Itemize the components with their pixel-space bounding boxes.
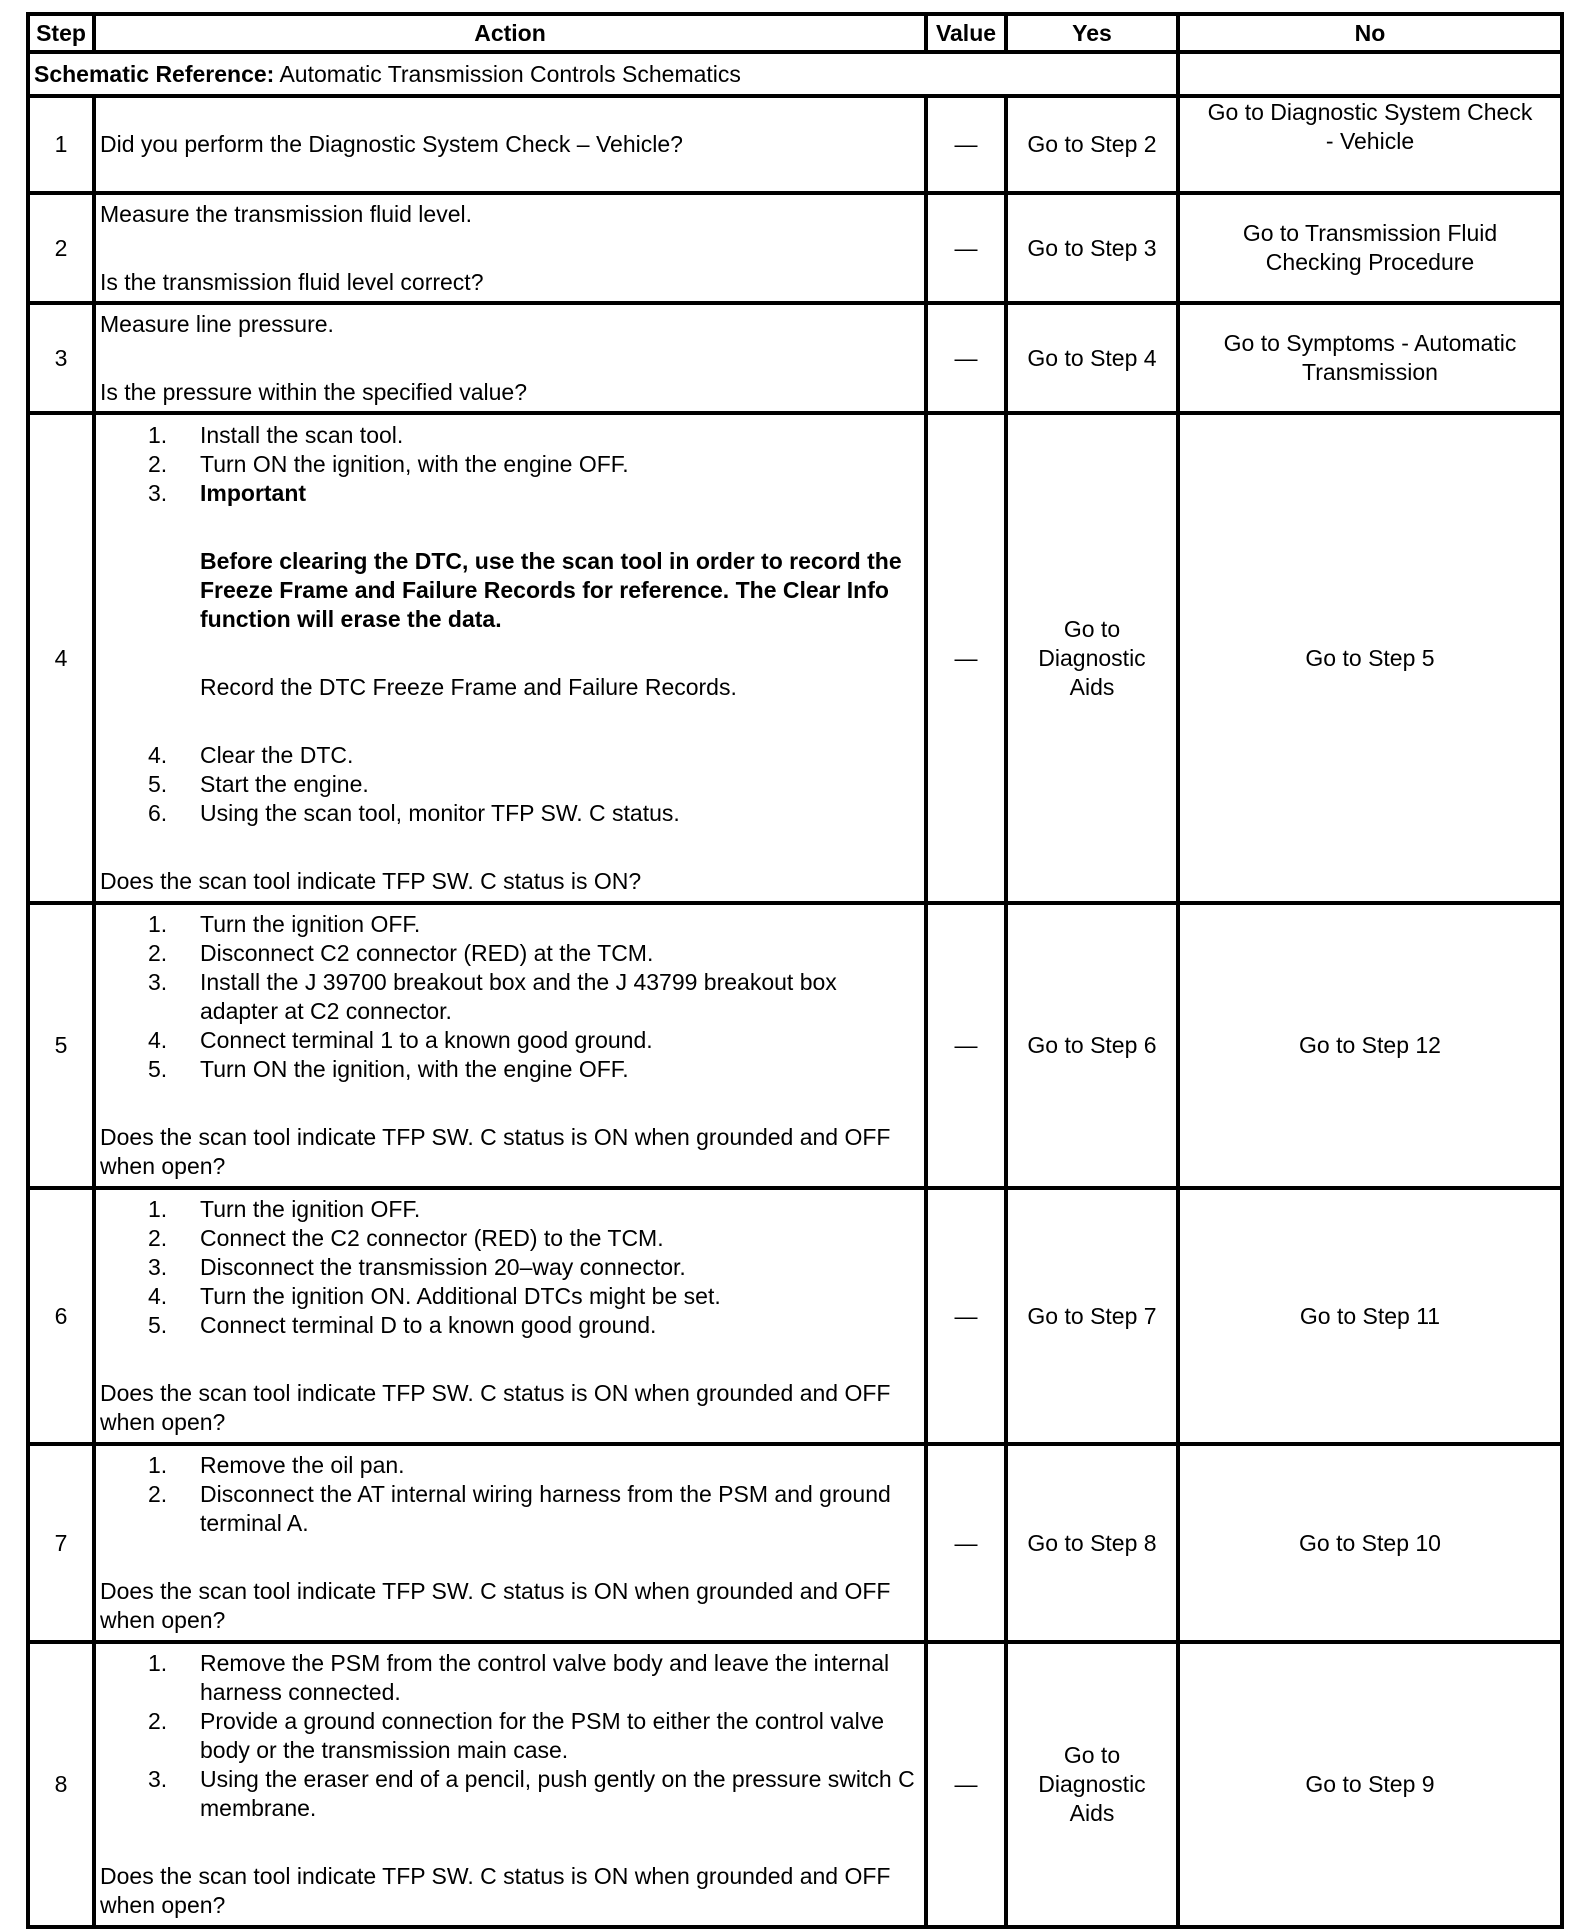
action-cell (94, 303, 926, 413)
list-item (100, 1707, 920, 1765)
value-cell: — (926, 1444, 1006, 1642)
action-list (100, 1451, 920, 1538)
list-text: Disconnect the transmission 20–way connector. (200, 1254, 686, 1280)
list-item (100, 1224, 920, 1253)
yes-cell: Go to Step 4 (1006, 303, 1178, 413)
table-row (28, 413, 1562, 903)
question-text: Does the scan tool indicate TFP SW. C status is ON when grounded and OFF when open? (100, 1124, 891, 1179)
action-cell (94, 1642, 926, 1927)
list-text: Start the engine. (200, 770, 369, 797)
list-text: Remove the oil pan. (200, 1452, 405, 1478)
spacer (100, 828, 920, 867)
list-number: 3. (148, 479, 168, 506)
list-number: 4. (148, 741, 168, 768)
spacer (100, 339, 920, 378)
spacer (100, 634, 920, 673)
schematic-row (28, 52, 1562, 96)
schematic-text: Automatic Transmission Controls Schematics (274, 60, 741, 87)
action-list (100, 1649, 920, 1823)
no-cell (1178, 303, 1562, 413)
schematic-reference (28, 52, 1178, 96)
list-number: 1. (148, 1452, 168, 1478)
spacer (100, 229, 920, 268)
header-step: Step (28, 14, 94, 52)
yes-cell: Go to Step 3 (1006, 193, 1178, 303)
list-item (100, 1195, 920, 1224)
value-cell: — (926, 303, 1006, 413)
header-action: Action (94, 14, 926, 52)
list-item (100, 1026, 920, 1055)
list-item (100, 1480, 920, 1538)
header-row (28, 14, 1562, 52)
list-item (100, 939, 920, 968)
question-text: Does the scan tool indicate TFP SW. C status is ON when grounded and OFF when open? (100, 1380, 891, 1435)
record-note: Record the DTC Freeze Frame and Failure Records. (200, 673, 737, 700)
action-list (100, 421, 920, 508)
list-number: 3. (148, 1254, 168, 1280)
list-number: 1. (148, 1196, 168, 1222)
list-text: Connect the C2 connector (RED) to the TCM. (200, 1225, 664, 1251)
list-item (100, 741, 920, 770)
list-number: 1. (148, 1650, 168, 1676)
list-number: 2. (148, 1481, 168, 1507)
action-list (100, 741, 920, 828)
list-item (100, 421, 920, 450)
yes-cell: Go to Step 8 (1006, 1444, 1178, 1642)
important-note: Before clearing the DTC, use the scan tool in order to record the Freeze Frame and Failure Records for reference. The Clear Info function will erase the data. (200, 547, 902, 632)
list-item (100, 910, 920, 939)
table-row (28, 96, 1562, 193)
yes-cell: Go to Step 6 (1006, 903, 1178, 1188)
no-line: Checking Procedure (1265, 249, 1475, 275)
table-row (28, 903, 1562, 1188)
list-item (100, 450, 920, 479)
no-line: Go to Transmission Fluid (1242, 220, 1498, 246)
yes-line: Go to (1063, 615, 1121, 642)
list-text: Turn ON the ignition, with the engine OFF. (200, 450, 629, 477)
list-number: 4. (148, 1027, 168, 1053)
list-text: Turn ON the ignition, with the engine OFF. (200, 1056, 629, 1082)
diagnostic-table (26, 12, 1564, 1929)
action-cell (94, 1444, 926, 1642)
list-item (100, 1451, 920, 1480)
action-list (100, 1195, 920, 1340)
action-list (100, 910, 920, 1084)
step-number: 5 (28, 903, 94, 1188)
value-cell: — (926, 1642, 1006, 1927)
yes-line: Aids (1069, 673, 1115, 700)
no-cell: Go to Step 10 (1178, 1444, 1562, 1642)
list-number: 5. (148, 770, 168, 797)
question-text: Is the transmission fluid level correct? (100, 268, 484, 295)
list-item (100, 1282, 920, 1311)
yes-cell (1006, 413, 1178, 903)
action-cell (94, 96, 926, 193)
question-text: Does the scan tool indicate TFP SW. C status is ON when grounded and OFF when open? (100, 1578, 891, 1633)
list-number: 4. (148, 1283, 168, 1309)
list-number: 3. (148, 1766, 168, 1792)
step-number: 1 (28, 96, 94, 193)
instruction-text: Measure line pressure. (100, 310, 334, 337)
list-text: Turn the ignition OFF. (200, 1196, 421, 1222)
yes-line: Go to (1063, 1742, 1121, 1768)
list-number: 3. (148, 969, 168, 995)
schematic-empty-cell (1178, 52, 1562, 96)
no-line: Go to Symptoms - Automatic (1223, 330, 1517, 356)
list-number: 1. (148, 911, 168, 937)
spacer (100, 1084, 920, 1123)
list-item (100, 479, 920, 508)
yes-cell (1006, 1642, 1178, 1927)
action-cell (94, 193, 926, 303)
value-cell: — (926, 903, 1006, 1188)
value-cell: — (926, 1188, 1006, 1444)
spacer (100, 1823, 920, 1862)
yes-line: Aids (1069, 1800, 1115, 1826)
question-text: Does the scan tool indicate TFP SW. C status is ON? (100, 867, 642, 894)
no-cell (1178, 193, 1562, 303)
step-number: 2 (28, 193, 94, 303)
action-cell (94, 1188, 926, 1444)
list-text: Using the eraser end of a pencil, push gently on the pressure switch C membrane. (200, 1766, 915, 1821)
list-number: 5. (148, 1312, 168, 1338)
step-number: 8 (28, 1642, 94, 1927)
table-row (28, 303, 1562, 413)
no-cell: Go to Step 9 (1178, 1642, 1562, 1927)
list-number: 6. (148, 799, 168, 826)
table-row (28, 1444, 1562, 1642)
value-cell: — (926, 193, 1006, 303)
no-line: - Vehicle (1325, 128, 1415, 154)
list-number: 2. (148, 1708, 168, 1734)
list-text: Remove the PSM from the control valve body and leave the internal harness connected. (200, 1650, 890, 1705)
spacer (100, 702, 920, 741)
no-cell: Go to Step 12 (1178, 903, 1562, 1188)
question-text: Does the scan tool indicate TFP SW. C status is ON when grounded and OFF when open? (100, 1863, 891, 1918)
table-row (28, 1642, 1562, 1927)
value-cell: — (926, 96, 1006, 193)
no-line: Transmission (1302, 359, 1438, 385)
instruction-text: Measure the transmission fluid level. (100, 200, 472, 227)
list-item (100, 1253, 920, 1282)
list-text: Disconnect C2 connector (RED) at the TCM. (200, 940, 654, 966)
list-text: Turn the ignition ON. Additional DTCs might be set. (200, 1283, 721, 1309)
list-item (100, 1311, 920, 1340)
list-number: 2. (148, 1225, 168, 1251)
yes-cell: Go to Step 2 (1006, 96, 1178, 193)
list-text: Provide a ground connection for the PSM to either the control valve body or the transmission main case. (200, 1708, 885, 1763)
spacer (100, 1538, 920, 1577)
header-value: Value (926, 14, 1006, 52)
table-row (28, 1188, 1562, 1444)
list-text: Using the scan tool, monitor TFP SW. C status. (200, 799, 680, 826)
step-number: 4 (28, 413, 94, 903)
no-line: Go to Diagnostic System Check (1207, 99, 1533, 125)
list-item (100, 1765, 920, 1823)
spacer (100, 508, 920, 547)
action-cell (94, 903, 926, 1188)
list-item (100, 968, 920, 1026)
header-no: No (1178, 14, 1562, 52)
list-text: Connect terminal 1 to a known good ground. (200, 1027, 653, 1053)
list-text: Clear the DTC. (200, 741, 354, 768)
yes-line: Diagnostic (1038, 1771, 1146, 1797)
step-number: 7 (28, 1444, 94, 1642)
list-item (100, 1649, 920, 1707)
list-text: Disconnect the AT internal wiring harness from the PSM and ground terminal A. (200, 1481, 891, 1536)
no-cell: Go to Step 11 (1178, 1188, 1562, 1444)
list-text: Install the J 39700 breakout box and the J 43799 breakout box adapter at C2 connector. (200, 969, 837, 1024)
yes-line: Diagnostic (1038, 644, 1146, 671)
list-text: Connect terminal D to a known good ground. (200, 1312, 657, 1338)
schematic-label: Schematic Reference: (34, 60, 275, 87)
list-number: 2. (148, 940, 168, 966)
step-number: 6 (28, 1188, 94, 1444)
spacer (100, 1340, 920, 1379)
list-number: 1. (148, 421, 168, 448)
no-cell: Go to Step 5 (1178, 413, 1562, 903)
header-yes: Yes (1006, 14, 1178, 52)
no-cell (1178, 96, 1562, 193)
list-item (100, 799, 920, 828)
list-item (100, 1055, 920, 1084)
list-text: Install the scan tool. (200, 421, 404, 448)
question-text: Is the pressure within the specified value? (100, 378, 528, 405)
action-cell (94, 413, 926, 903)
list-text: Turn the ignition OFF. (200, 911, 421, 937)
table-row (28, 193, 1562, 303)
list-number: 2. (148, 450, 168, 477)
question-text: Did you perform the Diagnostic System Check – Vehicle? (100, 131, 683, 157)
list-item (100, 770, 920, 799)
yes-cell: Go to Step 7 (1006, 1188, 1178, 1444)
important-label: Important (200, 479, 307, 506)
list-number: 5. (148, 1056, 168, 1082)
step-number: 3 (28, 303, 94, 413)
value-cell: — (926, 413, 1006, 903)
